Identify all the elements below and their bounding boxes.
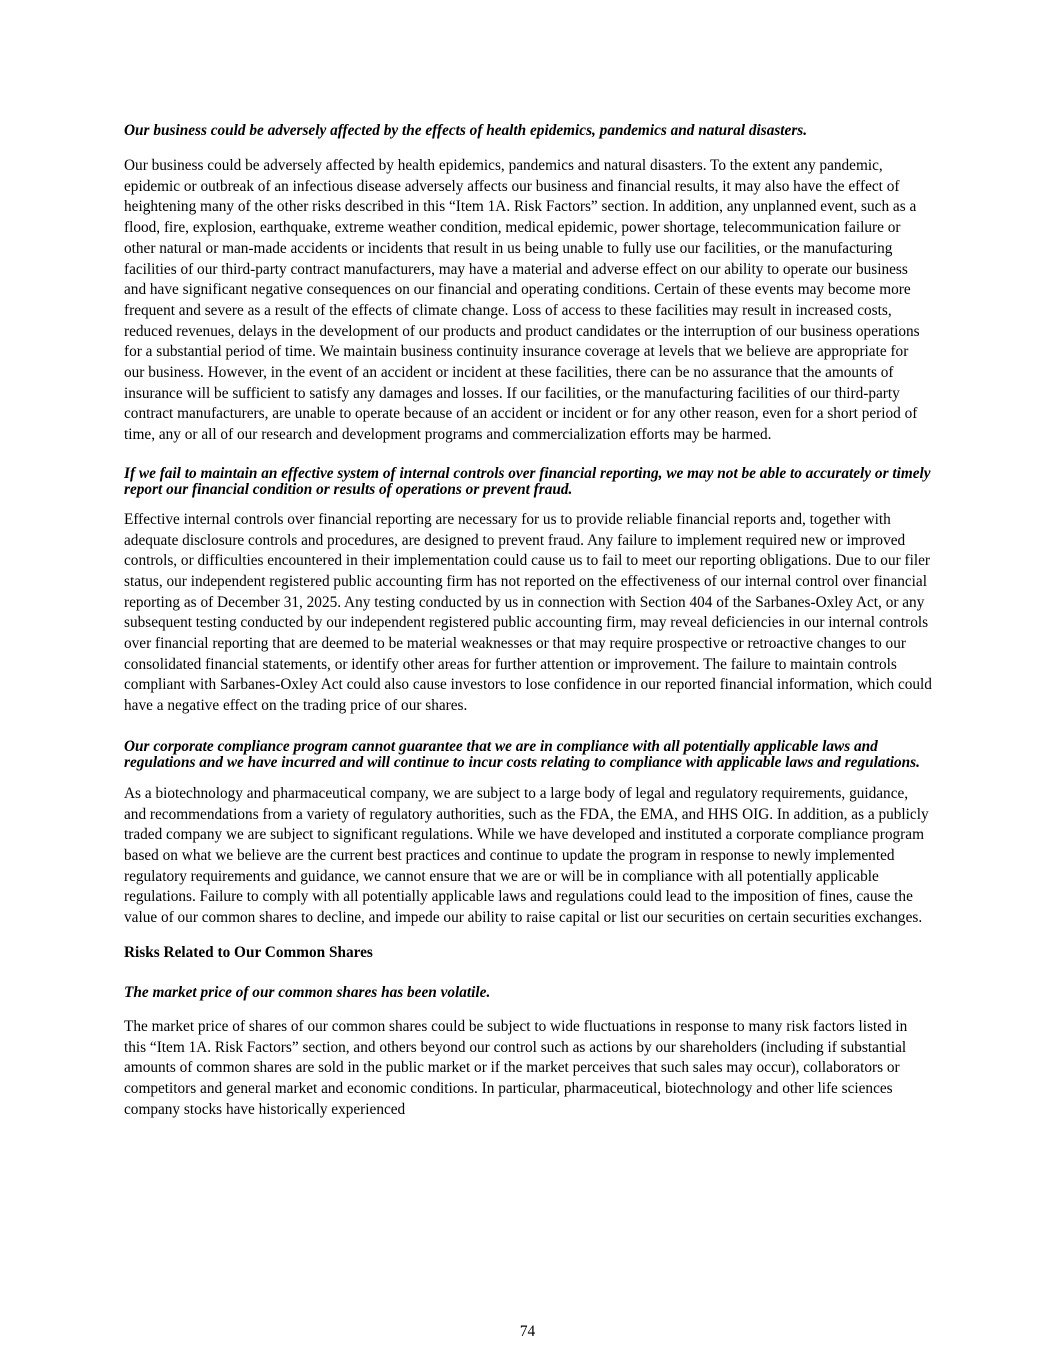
- risk-heading-health-epidemics: Our business could be adversely affected by the effects of health epidemics, pandemics and natural disasters.: [124, 122, 808, 139]
- section-heading-common-shares: Risks Related to Our Common Shares: [124, 943, 373, 961]
- risk-paragraph-health-epidemics: Our business could be adversely affected by health epidemics, pandemics and natural disasters. To the extent any pandemic, epidemic or outbreak of an infectious disease adversely affects our business and financial results, it may also have the effect of heightening many of the other risks described in this “Item 1A. Risk Factors” section. In addition, any unplanned event, such as a flood, fire, explosion, earthquake, extreme weather condition, medical epidemic, power shortage, telecommunication failure or other natural or man-made accidents or incidents that result in us being unable to fully use our facilities, or the manufacturing facilities of our third-party contract manufacturers, may have a material and adverse effect on our ability to operate our business and have significant negative consequences on our financial and operating conditions. Certain of these events may become more frequent and severe as a result of the effects of climate change. Loss of access to these facilities may result in increased costs, reduced revenues, delays in the development of our products and product candidates or the interruption of our business operations for a substantial period of time. We maintain business continuity insurance coverage at levels that we believe are appropriate for our business. However, in the event of an accident or incident at these facilities, there can be no assurance that the amounts of insurance will be sufficient to satisfy any damages and losses. If our facilities, or the manufacturing facilities of our third-party contract manufacturers, are unable to operate because of an accident or incident or for any other reason, even for a short period of time, any or all of our research and development programs and commercialization efforts may be harmed.: [124, 157, 920, 444]
- document-page: [124, 121, 932, 1120]
- risk-paragraph-compliance-program: As a biotechnology and pharmaceutical company, we are subject to a large body of legal and regulatory requirements, guidance, and recommendations from a variety of regulatory authorities, such as the FDA, the EMA, and HHS OIG. In addition, as a publicly traded company we are subject to significant regulations. While we have developed and instituted a corporate compliance program based on what we believe are the current best practices and continue to update the program in response to newly implemented regulatory requirements and guidance, we cannot ensure that we are or will be in compliance with all potentially applicable regulations. Failure to comply with all potentially applicable laws and regulations could lead to the imposition of fines, cause the value of our common shares to decline, and impede our ability to raise capital or list our securities on certain securities exchanges.: [124, 784, 929, 927]
- page-number: 74: [519, 1323, 536, 1340]
- risk-heading-market-price: The market price of our common shares has been volatile.: [124, 983, 491, 1001]
- risk-heading-internal-controls: If we fail to maintain an effective system of internal controls over financial reporting, we may not be able to accurately or timely report our financial condition or results of operations or prevent fraud.: [124, 464, 931, 498]
- risk-paragraph-market-price: The market price of shares of our common shares could be subject to wide fluctuations in response to many risk factors listed in this “Item 1A. Risk Factors” section, and others beyond our control such as actions by our shareholders (including if substantial amounts of common shares are sold in the public market or if the market perceives that such sales may occur), collaborators or competitors and general market and economic conditions. In particular, pharmaceutical, biotechnology and other life sciences company stocks have historically experienced: [124, 1017, 908, 1118]
- risk-paragraph-internal-controls: Effective internal controls over financial reporting are necessary for us to provide reliable financial reports and, together with adequate disclosure controls and procedures, are designed to prevent fraud. Any failure to implement required new or improved controls, or difficulties encountered in their implementation could cause us to fail to meet our reporting obligations. Due to our filer status, our independent registered public accounting firm has not reported on the effectiveness of our internal control over financial reporting as of December 31, 2025. Any testing conducted by us in connection with Section 404 of the Sarbanes-Oxley Act, or any subsequent testing conducted by our independent registered public accounting firm, may reveal deficiencies in our internal controls over financial reporting that are deemed to be material weaknesses or that may require prospective or retroactive changes to our consolidated financial statements, or identify other areas for further attention or improvement. The failure to maintain controls compliant with Sarbanes-Oxley Act could also cause investors to lose confidence in our reported financial information, which could have a negative effect on the trading price of our shares.: [124, 510, 932, 715]
- risk-heading-compliance-program: Our corporate compliance program cannot guarantee that we are in compliance with all potentially applicable laws and regulations and we have incurred and will continue to incur costs relating to compliance with applicable laws and regulations.: [124, 737, 920, 771]
